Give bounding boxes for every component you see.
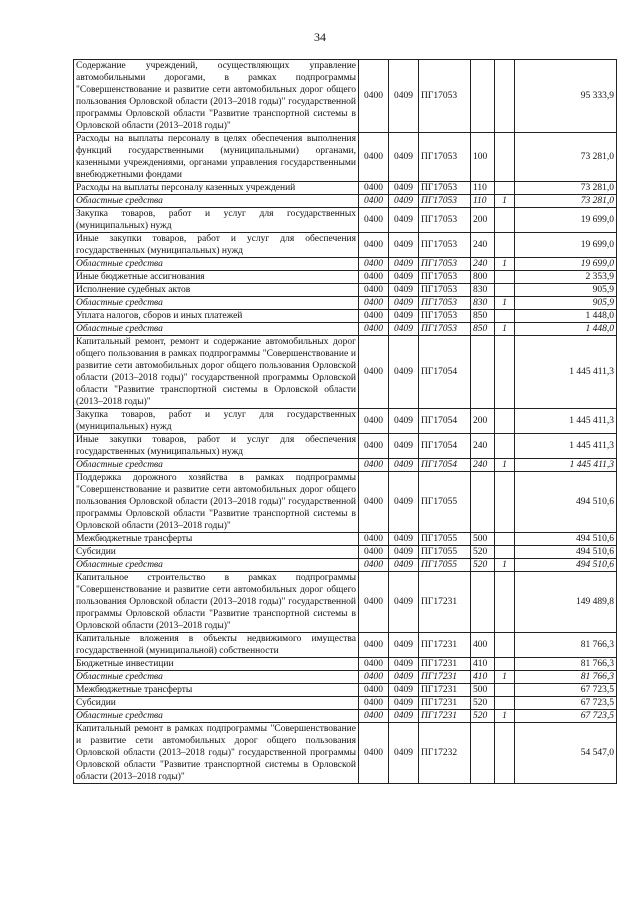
row-amount: 905,9 — [515, 297, 617, 310]
row-subsection-code: 0409 — [389, 684, 419, 697]
row-expense-kind: 240 — [471, 459, 495, 472]
table-row-funding-source — [74, 297, 617, 310]
row-amount: 494 510,6 — [515, 546, 617, 559]
row-section-code: 0400 — [359, 684, 389, 697]
row-section-code: 0400 — [359, 671, 389, 684]
table-row-funding-source — [74, 195, 617, 208]
row-amount: 149 489,8 — [515, 572, 617, 633]
row-target-article: ПГ17053 — [419, 258, 471, 271]
row-funding-source — [495, 723, 515, 784]
row-amount: 1 448,0 — [515, 323, 617, 336]
row-expense-kind: 200 — [471, 208, 495, 233]
row-section-code: 0400 — [359, 697, 389, 710]
row-name: Субсидии — [74, 546, 359, 559]
table-row — [74, 723, 617, 784]
row-expense-kind — [471, 60, 495, 133]
row-funding-source — [495, 546, 515, 559]
row-funding-source — [495, 336, 515, 409]
row-target-article: ПГ17053 — [419, 182, 471, 195]
row-amount: 73 281,0 — [515, 195, 617, 208]
row-section-code: 0400 — [359, 533, 389, 546]
table-row — [74, 182, 617, 195]
row-name: Капитальные вложения в объекты недвижимого имущества государственной (муниципальной) собственности — [74, 633, 359, 658]
table-row — [74, 60, 617, 133]
row-expense-kind: 110 — [471, 195, 495, 208]
row-subsection-code: 0409 — [389, 409, 419, 434]
row-name: Областные средства — [74, 559, 359, 572]
row-expense-kind — [471, 572, 495, 633]
row-amount: 1 445 411,3 — [515, 336, 617, 409]
row-target-article: ПГ17231 — [419, 572, 471, 633]
row-subsection-code: 0409 — [389, 459, 419, 472]
row-funding-source — [495, 271, 515, 284]
row-name: Капитальный ремонт, ремонт и содержание автомобильных дорог общего пользования в рамках подпрограммы "Совершенствование и развитие сети автомобильных дорог общего пользования Орловской области (2013–2018 годы)" государственной программы Орловской области "Развитие транспортной системы в Орловской области (2013–2018 годы)" — [74, 336, 359, 409]
row-subsection-code: 0409 — [389, 633, 419, 658]
row-amount: 1 445 411,3 — [515, 409, 617, 434]
table-row-funding-source — [74, 671, 617, 684]
budget-table — [73, 59, 617, 784]
table-row — [74, 472, 617, 533]
row-expense-kind: 520 — [471, 559, 495, 572]
row-section-code: 0400 — [359, 60, 389, 133]
row-section-code: 0400 — [359, 472, 389, 533]
row-subsection-code: 0409 — [389, 572, 419, 633]
table-row — [74, 658, 617, 671]
row-expense-kind: 100 — [471, 133, 495, 182]
table-row — [74, 284, 617, 297]
row-name: Бюджетные инвестиции — [74, 658, 359, 671]
row-section-code: 0400 — [359, 633, 389, 658]
row-section-code: 0400 — [359, 658, 389, 671]
row-section-code: 0400 — [359, 723, 389, 784]
row-amount: 81 766,3 — [515, 671, 617, 684]
row-amount: 67 723,5 — [515, 697, 617, 710]
row-subsection-code: 0409 — [389, 258, 419, 271]
row-target-article: ПГ17054 — [419, 434, 471, 459]
row-expense-kind: 200 — [471, 409, 495, 434]
row-name: Закупка товаров, работ и услуг для государственных (муниципальных) нужд — [74, 208, 359, 233]
row-expense-kind: 500 — [471, 533, 495, 546]
row-target-article: ПГ17053 — [419, 323, 471, 336]
row-name: Областные средства — [74, 323, 359, 336]
row-section-code: 0400 — [359, 559, 389, 572]
row-target-article: ПГ17053 — [419, 310, 471, 323]
row-funding-source — [495, 284, 515, 297]
row-expense-kind: 410 — [471, 658, 495, 671]
row-section-code: 0400 — [359, 208, 389, 233]
row-name: Расходы на выплаты персоналу в целях обеспечения выполнения функций государственными (муниципальными) органами, казенными учреждениями, органами управления государственными внебюджетными фондами — [74, 133, 359, 182]
row-name: Межбюджетные трансферты — [74, 684, 359, 697]
row-funding-source: 1 — [495, 297, 515, 310]
row-name: Иные бюджетные ассигнования — [74, 271, 359, 284]
row-funding-source: 1 — [495, 323, 515, 336]
row-name: Областные средства — [74, 459, 359, 472]
row-name: Содержание учреждений, осуществляющих управление автомобильными дорогами, в рамках подпрограммы "Совершенствование и развитие сети автомобильных дорог общего пользования Орловской области (2013–2018 годы)" государственной программы Орловской области "Развитие транспортной системы в Орловской области (2013–2018 годы)" — [74, 60, 359, 133]
row-section-code: 0400 — [359, 284, 389, 297]
row-name: Исполнение судебных актов — [74, 284, 359, 297]
row-funding-source — [495, 658, 515, 671]
row-amount: 19 699,0 — [515, 208, 617, 233]
table-row — [74, 533, 617, 546]
row-name: Расходы на выплаты персоналу казенных учреждений — [74, 182, 359, 195]
table-row — [74, 310, 617, 323]
row-target-article: ПГ17053 — [419, 133, 471, 182]
row-funding-source: 1 — [495, 671, 515, 684]
row-amount: 54 547,0 — [515, 723, 617, 784]
row-subsection-code: 0409 — [389, 671, 419, 684]
page-number: 34 — [314, 30, 326, 44]
budget-table-body — [74, 60, 617, 784]
row-expense-kind: 520 — [471, 546, 495, 559]
row-name: Межбюджетные трансферты — [74, 533, 359, 546]
table-row — [74, 546, 617, 559]
table-row — [74, 233, 617, 258]
row-name: Иные закупки товаров, работ и услуг для обеспечения государственных (муниципальных) нужд — [74, 233, 359, 258]
row-section-code: 0400 — [359, 195, 389, 208]
row-expense-kind: 800 — [471, 271, 495, 284]
row-target-article: ПГ17231 — [419, 671, 471, 684]
row-name: Областные средства — [74, 710, 359, 723]
row-name: Капитальное строительство в рамках подпрограммы "Совершенствование и развитие сети автомобильных дорог общего пользования Орловской области (2013–2018 годы)" государственной программы Орловской области "Развитие транспортной системы в Орловской области (2013–2018 годы)" — [74, 572, 359, 633]
row-subsection-code: 0409 — [389, 233, 419, 258]
row-target-article: ПГ17055 — [419, 533, 471, 546]
row-name: Областные средства — [74, 258, 359, 271]
row-section-code: 0400 — [359, 297, 389, 310]
row-target-article: ПГ17053 — [419, 297, 471, 310]
table-row-funding-source — [74, 323, 617, 336]
row-target-article: ПГ17231 — [419, 633, 471, 658]
row-expense-kind: 850 — [471, 310, 495, 323]
row-subsection-code: 0409 — [389, 336, 419, 409]
row-expense-kind: 850 — [471, 323, 495, 336]
row-target-article: ПГ17231 — [419, 684, 471, 697]
row-target-article: ПГ17054 — [419, 409, 471, 434]
row-name: Областные средства — [74, 195, 359, 208]
row-section-code: 0400 — [359, 310, 389, 323]
row-subsection-code: 0409 — [389, 710, 419, 723]
row-expense-kind: 830 — [471, 297, 495, 310]
row-target-article: ПГ17055 — [419, 559, 471, 572]
table-row-funding-source — [74, 559, 617, 572]
row-section-code: 0400 — [359, 323, 389, 336]
row-funding-source — [495, 182, 515, 195]
row-subsection-code: 0409 — [389, 133, 419, 182]
row-section-code: 0400 — [359, 133, 389, 182]
row-target-article: ПГ17053 — [419, 195, 471, 208]
row-section-code: 0400 — [359, 546, 389, 559]
row-subsection-code: 0409 — [389, 208, 419, 233]
row-funding-source — [495, 533, 515, 546]
row-subsection-code: 0409 — [389, 658, 419, 671]
row-target-article: ПГ17053 — [419, 208, 471, 233]
table-row — [74, 409, 617, 434]
table-row-funding-source — [74, 710, 617, 723]
row-subsection-code: 0409 — [389, 297, 419, 310]
row-name: Областные средства — [74, 297, 359, 310]
row-funding-source — [495, 133, 515, 182]
table-row — [74, 336, 617, 409]
table-row — [74, 572, 617, 633]
row-section-code: 0400 — [359, 258, 389, 271]
row-expense-kind: 520 — [471, 697, 495, 710]
row-subsection-code: 0409 — [389, 323, 419, 336]
row-amount: 494 510,6 — [515, 559, 617, 572]
table-row-funding-source — [74, 459, 617, 472]
row-section-code: 0400 — [359, 336, 389, 409]
row-name: Областные средства — [74, 671, 359, 684]
row-target-article: ПГ17054 — [419, 459, 471, 472]
row-amount: 73 281,0 — [515, 182, 617, 195]
row-expense-kind: 520 — [471, 710, 495, 723]
row-funding-source — [495, 434, 515, 459]
row-amount: 95 333,9 — [515, 60, 617, 133]
row-subsection-code: 0409 — [389, 271, 419, 284]
row-name: Иные закупки товаров, работ и услуг для обеспечения государственных (муниципальных) нужд — [74, 434, 359, 459]
row-subsection-code: 0409 — [389, 559, 419, 572]
row-amount: 19 699,0 — [515, 233, 617, 258]
row-expense-kind: 110 — [471, 182, 495, 195]
row-target-article: ПГ17231 — [419, 697, 471, 710]
row-subsection-code: 0409 — [389, 533, 419, 546]
row-amount: 67 723,5 — [515, 684, 617, 697]
row-amount: 19 699,0 — [515, 258, 617, 271]
table-row — [74, 684, 617, 697]
row-target-article: ПГ17053 — [419, 233, 471, 258]
row-amount: 81 766,3 — [515, 658, 617, 671]
row-amount: 2 353,9 — [515, 271, 617, 284]
row-target-article: ПГ17054 — [419, 336, 471, 409]
row-target-article: ПГ17055 — [419, 546, 471, 559]
row-target-article: ПГ17231 — [419, 710, 471, 723]
row-section-code: 0400 — [359, 434, 389, 459]
row-target-article: ПГ17055 — [419, 472, 471, 533]
row-expense-kind: 400 — [471, 633, 495, 658]
row-expense-kind — [471, 336, 495, 409]
row-name: Субсидии — [74, 697, 359, 710]
row-target-article: ПГ17231 — [419, 658, 471, 671]
row-funding-source — [495, 208, 515, 233]
row-funding-source — [495, 697, 515, 710]
table-row — [74, 271, 617, 284]
row-funding-source: 1 — [495, 258, 515, 271]
row-expense-kind — [471, 472, 495, 533]
table-row-funding-source — [74, 258, 617, 271]
row-section-code: 0400 — [359, 572, 389, 633]
row-amount: 1 445 411,3 — [515, 459, 617, 472]
row-subsection-code: 0409 — [389, 472, 419, 533]
row-amount: 81 766,3 — [515, 633, 617, 658]
table-row — [74, 697, 617, 710]
row-funding-source — [495, 233, 515, 258]
row-expense-kind: 830 — [471, 284, 495, 297]
row-funding-source: 1 — [495, 710, 515, 723]
row-expense-kind — [471, 723, 495, 784]
row-funding-source — [495, 310, 515, 323]
row-funding-source: 1 — [495, 459, 515, 472]
row-amount: 905,9 — [515, 284, 617, 297]
row-expense-kind: 500 — [471, 684, 495, 697]
table-row — [74, 434, 617, 459]
row-section-code: 0400 — [359, 459, 389, 472]
row-funding-source — [495, 409, 515, 434]
row-funding-source — [495, 633, 515, 658]
row-name: Уплата налогов, сборов и иных платежей — [74, 310, 359, 323]
row-subsection-code: 0409 — [389, 182, 419, 195]
row-target-article: ПГ17053 — [419, 284, 471, 297]
row-subsection-code: 0409 — [389, 723, 419, 784]
row-section-code: 0400 — [359, 710, 389, 723]
row-funding-source — [495, 572, 515, 633]
row-funding-source — [495, 60, 515, 133]
row-amount: 494 510,6 — [515, 472, 617, 533]
table-row — [74, 633, 617, 658]
row-amount: 1 445 411,3 — [515, 434, 617, 459]
row-subsection-code: 0409 — [389, 697, 419, 710]
row-expense-kind: 240 — [471, 258, 495, 271]
row-target-article: ПГ17232 — [419, 723, 471, 784]
row-amount: 67 723,5 — [515, 710, 617, 723]
row-subsection-code: 0409 — [389, 546, 419, 559]
row-expense-kind: 410 — [471, 671, 495, 684]
row-amount: 494 510,6 — [515, 533, 617, 546]
row-section-code: 0400 — [359, 233, 389, 258]
row-target-article: ПГ17053 — [419, 60, 471, 133]
row-subsection-code: 0409 — [389, 60, 419, 133]
row-section-code: 0400 — [359, 271, 389, 284]
row-name: Капитальный ремонт в рамках подпрограммы "Совершенствование и развитие сети автомобильных дорог общего пользования Орловской области (2013–2018 годы)" государственной программы Орловской области "Развитие транспортной системы в Орловской области (2013–2018 годы)" — [74, 723, 359, 784]
row-section-code: 0400 — [359, 182, 389, 195]
row-subsection-code: 0409 — [389, 310, 419, 323]
row-expense-kind: 240 — [471, 434, 495, 459]
row-subsection-code: 0409 — [389, 284, 419, 297]
table-row — [74, 208, 617, 233]
row-section-code: 0400 — [359, 409, 389, 434]
row-subsection-code: 0409 — [389, 195, 419, 208]
row-funding-source: 1 — [495, 195, 515, 208]
row-amount: 73 281,0 — [515, 133, 617, 182]
row-funding-source: 1 — [495, 559, 515, 572]
row-expense-kind: 240 — [471, 233, 495, 258]
row-subsection-code: 0409 — [389, 434, 419, 459]
row-amount: 1 448,0 — [515, 310, 617, 323]
row-name: Поддержка дорожного хозяйства в рамках подпрограммы "Совершенствование и развитие сети автомобильных дорог общего пользования Орловской области (2013–2018 годы)" государственной программы Орловской области "Развитие транспортной системы в Орловской области (2013–2018 годы)" — [74, 472, 359, 533]
row-funding-source — [495, 684, 515, 697]
table-row — [74, 133, 617, 182]
row-funding-source — [495, 472, 515, 533]
row-name: Закупка товаров, работ и услуг для государственных (муниципальных) нужд — [74, 409, 359, 434]
row-target-article: ПГ17053 — [419, 271, 471, 284]
